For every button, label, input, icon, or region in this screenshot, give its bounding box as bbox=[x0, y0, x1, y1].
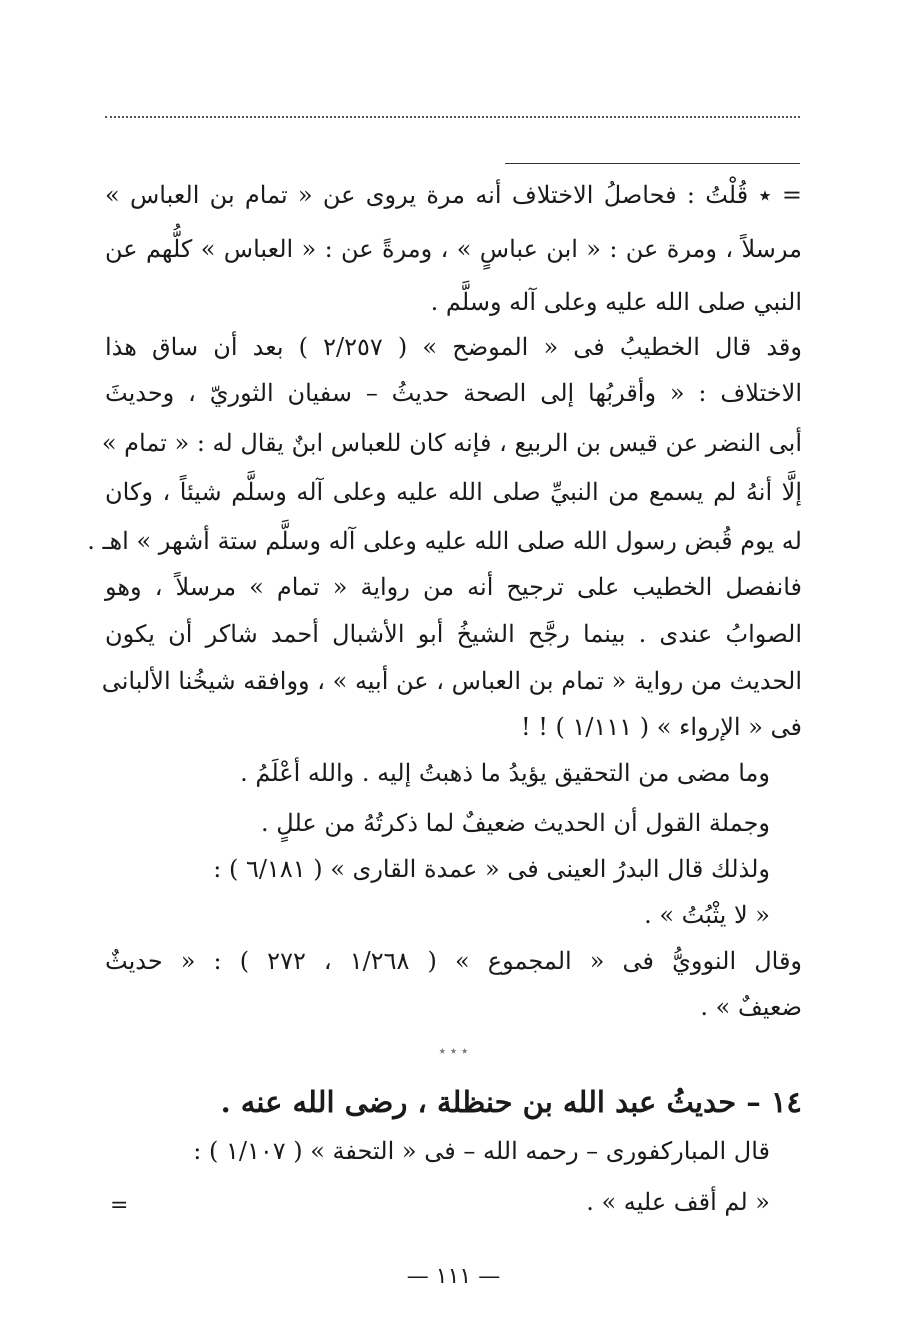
section-separator: ٭ ٭ ٭ bbox=[438, 1044, 469, 1059]
text-line: ضعيفٌ » . bbox=[700, 993, 802, 1021]
text-line: « لم أقف عليه » . bbox=[586, 1188, 770, 1216]
text-line: وقد قال الخطيبُ فى « الموضح » ( ٢/٢٥٧ ) بعد أن ساق هذا bbox=[105, 333, 802, 361]
text-line: الحديث من رواية « تمام بن العباس ، عن أبيه » ، ووافقه شيخُنا الألبانى bbox=[101, 667, 802, 695]
text-line: الصوابُ عندى . بينما رجَّح الشيخُ أبو الأشبال أحمد شاكر أن يكون bbox=[105, 620, 802, 648]
text-line: فانفصل الخطيب على ترجيح أنه من رواية « تمام » مرسلاً ، وهو bbox=[105, 573, 802, 601]
text-line: الاختلاف : « وأقربُها إلى الصحة حديثُ – سفيان الثوريّ ، وحديثَ bbox=[105, 379, 802, 407]
text-line: وقال النوويُّ فى « المجموع » ( ١/٢٦٨ ، ٢٧٢ ) : « حديثٌ bbox=[105, 947, 803, 975]
top-dotted-rule bbox=[105, 116, 800, 118]
text-line: « لا يثْبُتُ » . bbox=[644, 901, 770, 929]
continuation-mark: = bbox=[110, 1193, 129, 1218]
text-line: = ٭ قُلْتُ : فحاصلُ الاختلاف أنه مرة يروى عن « تمام بن العباس » bbox=[105, 181, 802, 209]
footnote-rule bbox=[505, 163, 800, 164]
page-number: — ١١١ — bbox=[406, 1264, 501, 1289]
section-heading: ١٤ – حديثُ عبد الله بن حنظلة ، رضى الله عنه . bbox=[220, 1085, 802, 1119]
text-line: أبى النضر عن قيس بن الربيع ، فإنه كان للعباس ابنٌ يقال له : « تمام » bbox=[101, 429, 802, 457]
text-line: ولذلك قال البدرُ العينى فى « عمدة القارى » ( ٦/١٨١ ) : bbox=[213, 855, 770, 883]
text-line: النبي صلى الله عليه وعلى آله وسلَّم . bbox=[430, 288, 802, 316]
text-line: له يوم قُبض رسول الله صلى الله عليه وعلى آله وسلَّم ستة أشهر » اهـ . bbox=[87, 527, 802, 555]
text-line: وما مضى من التحقيق يؤيدُ ما ذهبتُ إليه . والله أعْلَمُ . bbox=[240, 759, 770, 787]
text-line: وجملة القول أن الحديث ضعيفٌ لما ذكرتُهُ من عللٍ . bbox=[261, 809, 770, 837]
text-line: فى « الإرواء » ( ١/١١١ ) ! ! bbox=[520, 713, 802, 741]
text-line: إلَّا أنهُ لم يسمع من النبيِّ صلى الله عليه وعلى آله وسلَّم شيئاً ، وكان bbox=[105, 478, 802, 506]
text-line: قال المباركفورى – رحمه الله – فى « التحفة » ( ١/١٠٧ ) : bbox=[193, 1137, 770, 1165]
text-line: مرسلاً ، ومرة عن : « ابن عباسٍ » ، ومرةً عن : « العباس » كلُّهم عن bbox=[105, 235, 802, 263]
